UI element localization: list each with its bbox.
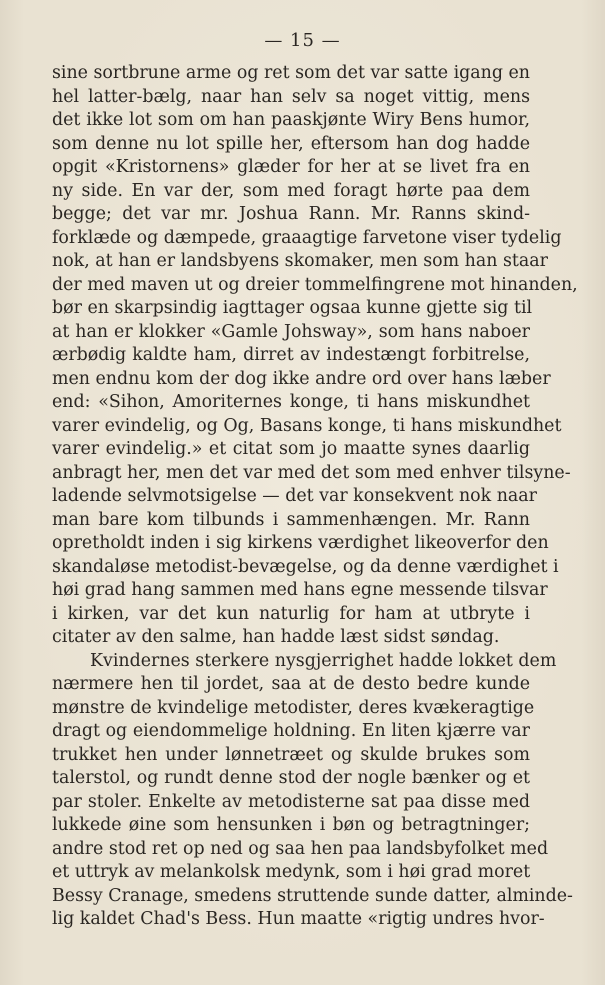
text-line: ladende selvmotsigelse — det var konsekvent nok naar [52, 486, 537, 506]
text-line: citater av den salme, han hadde læst sidst søndag. [52, 627, 500, 647]
text-line: dragt og eiendommelige holdning. En liten kjærre var [52, 721, 530, 741]
text-line: nærmere hen til jordet, saa at de desto bedre kunde [52, 674, 530, 694]
paragraph-2 [52, 650, 573, 932]
text-line: end: «Sihon, Amoriternes konge, ti hans miskundhet [52, 392, 530, 412]
text-line: som denne nu lot spille her, eftersom han dog hadde [52, 133, 530, 154]
text-line: lukkede øine som hensunken i bøn og betragtninger; [52, 815, 530, 835]
text-line: lig kaldet Chad's Bess. Hun maatte «rigtig undres hvor- [52, 909, 545, 929]
text-line: begge; det var mr. Joshua Rann. Mr. Ranns skind- [52, 204, 530, 224]
text-line: høi grad hang sammen med hans egne messende tilsvar [52, 580, 548, 600]
text-line: opgit «Kristornens» glæder for her at se livet fra en [52, 157, 530, 177]
text-line: skandaløse metodist-bevægelse, og da denne værdighet i [52, 556, 559, 577]
text-line: bør en skarpsindig iagttager ogsaa kunne gjette sig til [52, 298, 533, 318]
text-line: man bare kom tilbunds i sammenhængen. Mr. Rann [52, 509, 530, 530]
text-line: et uttryk av melankolsk medynk, som i høi grad moret [52, 862, 531, 882]
text-line: opretholdt inden i sig kirkens værdighet likeoverfor den [52, 533, 549, 553]
text-line: at han er klokker «Gamle Johsway», som hans naboer [52, 321, 530, 342]
text-line: ærbødig kaldte ham, dirret av indestængt forbitrelse, [52, 345, 530, 365]
text-line: der med maven ut og dreier tommelfingrene mot hinanden, [52, 274, 578, 295]
text-line: men endnu kom der dog ikke andre ord over hans læber [52, 368, 551, 389]
text-line: trukket hen under lønnetræet og skulde brukes som [52, 744, 530, 765]
body-text [52, 62, 578, 932]
text-line: mønstre de kvindelige metodister, deres kvækeragtige [52, 697, 535, 718]
text-line: talerstol, og rundt denne stod der nogle bænker og et [52, 768, 530, 788]
text-line: hel latter-bælg, naar han selv sa noget vittig, mens [52, 86, 530, 107]
text-line: varer evindelig.» et citat som jo maatte synes daarlig [52, 439, 530, 459]
text-line: varer evindelig, og Og, Basans konge, ti hans miskundhet [52, 415, 562, 436]
text-line: Bessy Cranage, smedens struttende sunde datter, alminde- [52, 885, 573, 906]
text-line: ny side. En var der, som med foragt hørte paa dem [52, 180, 530, 201]
text-line: i kirken, var det kun naturlig for ham at utbryte i [52, 603, 530, 624]
text-line: Kvindernes sterkere nysgjerrighet hadde lokket dem [90, 650, 557, 671]
text-line: par stoler. Enkelte av metodisterne sat paa disse med [52, 791, 530, 812]
page-number: — 15 — [264, 30, 341, 51]
text-line: sine sortbrune arme og ret som det var satte igang en [52, 63, 531, 83]
text-line: forklæde og dæmpede, graaagtige farvetone viser tydelig [52, 227, 562, 248]
text-line: anbragt her, men det var med det som med enhver tilsyne- [52, 462, 571, 483]
text-line: andre stod ret op ned og saa hen paa landsbyfolket med [52, 838, 549, 859]
text-line: det ikke lot som om han paaskjønte Wiry Bens humor, [52, 110, 530, 130]
text-line: nok, at han er landsbyens skomaker, men som han staar [52, 251, 548, 271]
paragraph-1 [52, 62, 578, 650]
